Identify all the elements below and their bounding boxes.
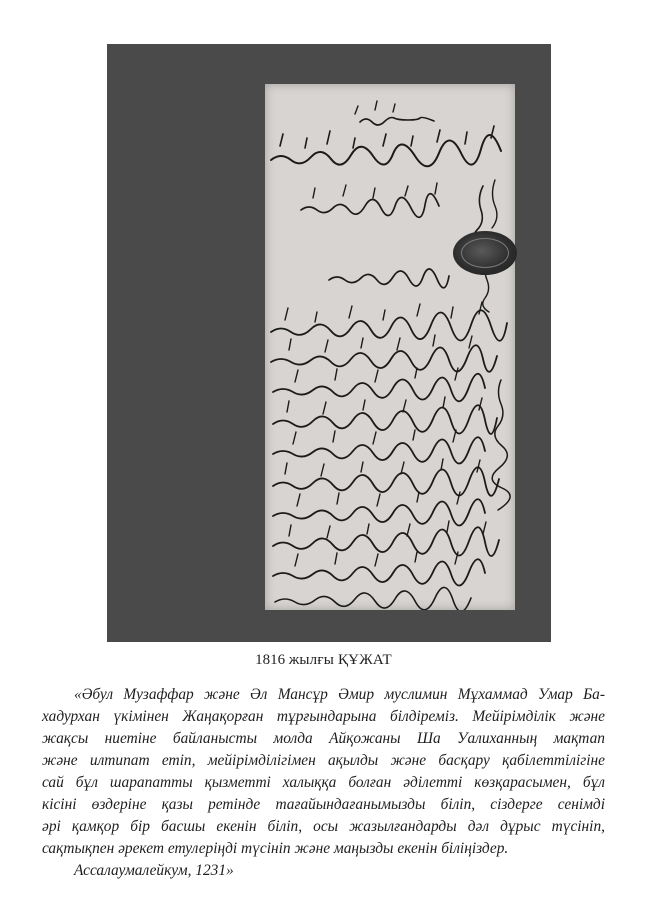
translation-closing: Ассалаумалейкум, 1231» <box>74 862 234 879</box>
translation-line: «Әбул Музаффар және Әл Мансұр Әмир муслимин Мұхаммад Умар Ба- <box>74 686 605 703</box>
translation-paragraph <box>42 684 605 882</box>
translation-line: кісіні өздеріне қазы ретінде тағайындағанымызды біліп, сіздерге сенімді <box>42 796 605 813</box>
document-photo <box>107 44 551 642</box>
translation-line: және илтипат етіп, мейірімділігімен ақылды және басқару қабілеттілігіне <box>42 752 605 769</box>
translation-line: сай бұл шарапатты қызметті халыққа болған әділетті көзқарасымен, бұл <box>42 774 605 791</box>
translation-line: әрі қамқор бір басшы екенін біліп, осы жазылғандарды дәл дұрыс түсініп, <box>42 818 605 835</box>
translation-line: жақсы ниетіне байланысты молда Айқожаны Ша Уалиханның мақтап <box>42 730 605 747</box>
caption-year: 1816 <box>255 652 286 668</box>
translation-line: хадурхан үкімінен Жаңақорған тұрғындарына білдіреміз. Мейірімділік және <box>42 708 605 725</box>
translation-line: сақтықпен әрекет етулеріңді түсініп және маңызды екенін біліңіздер. <box>42 840 509 857</box>
document-caption <box>0 651 647 669</box>
manuscript-page <box>265 84 515 610</box>
handwriting-lines <box>265 84 515 610</box>
caption-title: жылғы ҚҰЖАТ <box>288 652 392 668</box>
seal-border <box>461 238 509 268</box>
ink-seal-icon <box>453 231 517 275</box>
